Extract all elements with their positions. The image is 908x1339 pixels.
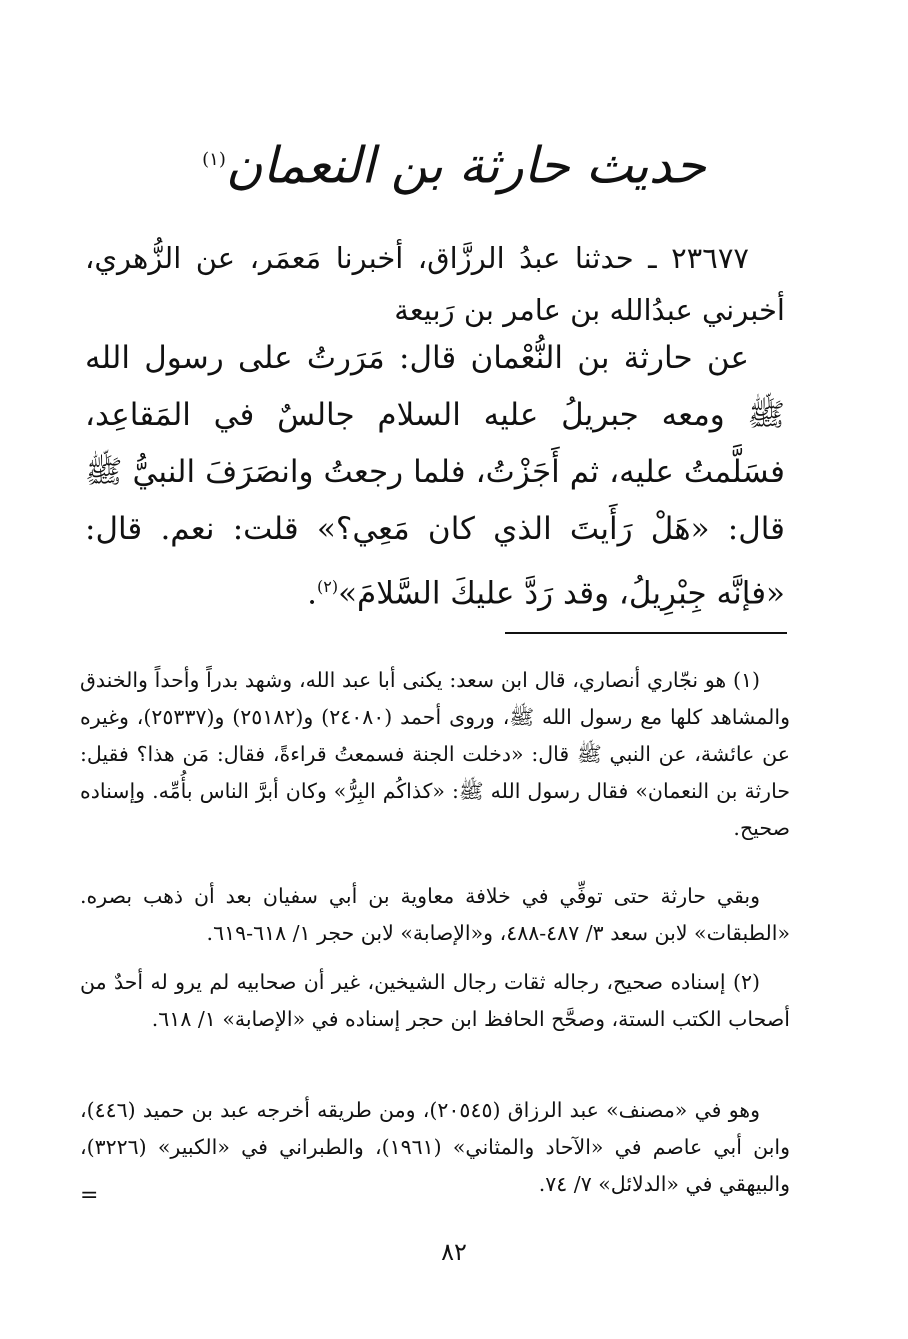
matn-text: عن حارثة بن النُّعْمان قال: مَرَرتُ على رسول الله ﷺ ومعه جبريلُ عليه السلام جالسٌ في المَقاعِد، فسَلَّمتُ عليه، ثم أَجَزْتُ، فلما رجعتُ وانصَرَفَ النبيُّ ﷺ قال: «هَلْ رَأَيتَ الذي كان مَعِي؟» قلت: نعم. قال: «فإنَّه جِبْرِيلُ، وقد رَدَّ عليكَ السَّلامَ» (85, 340, 785, 612)
hadith-matn (85, 330, 785, 622)
footnote-2-continued (80, 1092, 790, 1203)
page-number: ٨٢ (441, 1238, 467, 1266)
footnote-1-continued (80, 878, 790, 952)
footnote-2 (80, 964, 790, 1038)
footnote-2-para-2: وهو في «مصنف» عبد الرزاق (٢٠٥٤٥)، ومن طريقه أخرجه عبد بن حميد (٤٤٦)، وابن أبي عاصم في «الآحاد والمثاني» (١٩٦١)، والطبراني في «الكبير» (٣٢٢٦)، والبيهقي في «الدلائل» ٧/ ٧٤. (80, 1098, 790, 1196)
matn-end: . (307, 575, 317, 612)
chapter-title-text: حديث حارثة بن النعمان (225, 136, 706, 195)
hadith-number: ٢٣٦٧٧ ـ (648, 241, 749, 275)
title-footnote-marker: (١) (202, 149, 226, 170)
footnote-1 (80, 662, 790, 847)
footnote-1-para-2: وبقي حارثة حتى توفِّي في خلافة معاوية بن أبي سفيان بعد أن ذهب بصره. «الطبقات» لابن سعد ٣/ ٤٨٧-٤٨٨، و«الإصابة» لابن حجر ١/ ٦١٨-٦١٩. (80, 884, 790, 945)
chapter-title (0, 120, 908, 206)
continuation-mark: = (80, 1183, 99, 1208)
footnote-separator (505, 632, 787, 634)
isnad-text: حدثنا عبدُ الرزَّاق، أخبرنا مَعمَر، عن الزُّهري، أخبرني عبدُالله بن عامر بن رَبيعة (85, 241, 785, 327)
footnote-1-para-1: (١) هو نجّاري أنصاري، قال ابن سعد: يكنى أبا عبد الله، وشهد بدراً وأحداً والخندق والمشاهد كلها مع رسول الله ﷺ، وروى أحمد (٢٤٠٨٠) و(٢٥١٨٢) و(٢٥٣٣٧)، وغيره عن عائشة، عن النبي ﷺ قال: «دخلت الجنة فسمعتُ قراءةً، فقال: مَن هذا؟ فقيل: حارثة بن النعمان» فقال رسول الله ﷺ: «كذاكُم البِرُّ» وكان أبرَّ الناس بأُمِّه. وإسناده صحيح. (80, 668, 790, 840)
footnote-2-para-1: (٢) إسناده صحيح، رجاله ثقات رجال الشيخين، غير أن صحابيه لم يرو له أحدٌ من أصحاب الكتب الستة، وصحَّح الحافظ ابن حجر إسناده في «الإصابة» ١/ ٦١٨. (80, 970, 790, 1031)
hadith-isnad (85, 232, 785, 336)
matn-footnote-marker: (٢) (316, 577, 339, 596)
